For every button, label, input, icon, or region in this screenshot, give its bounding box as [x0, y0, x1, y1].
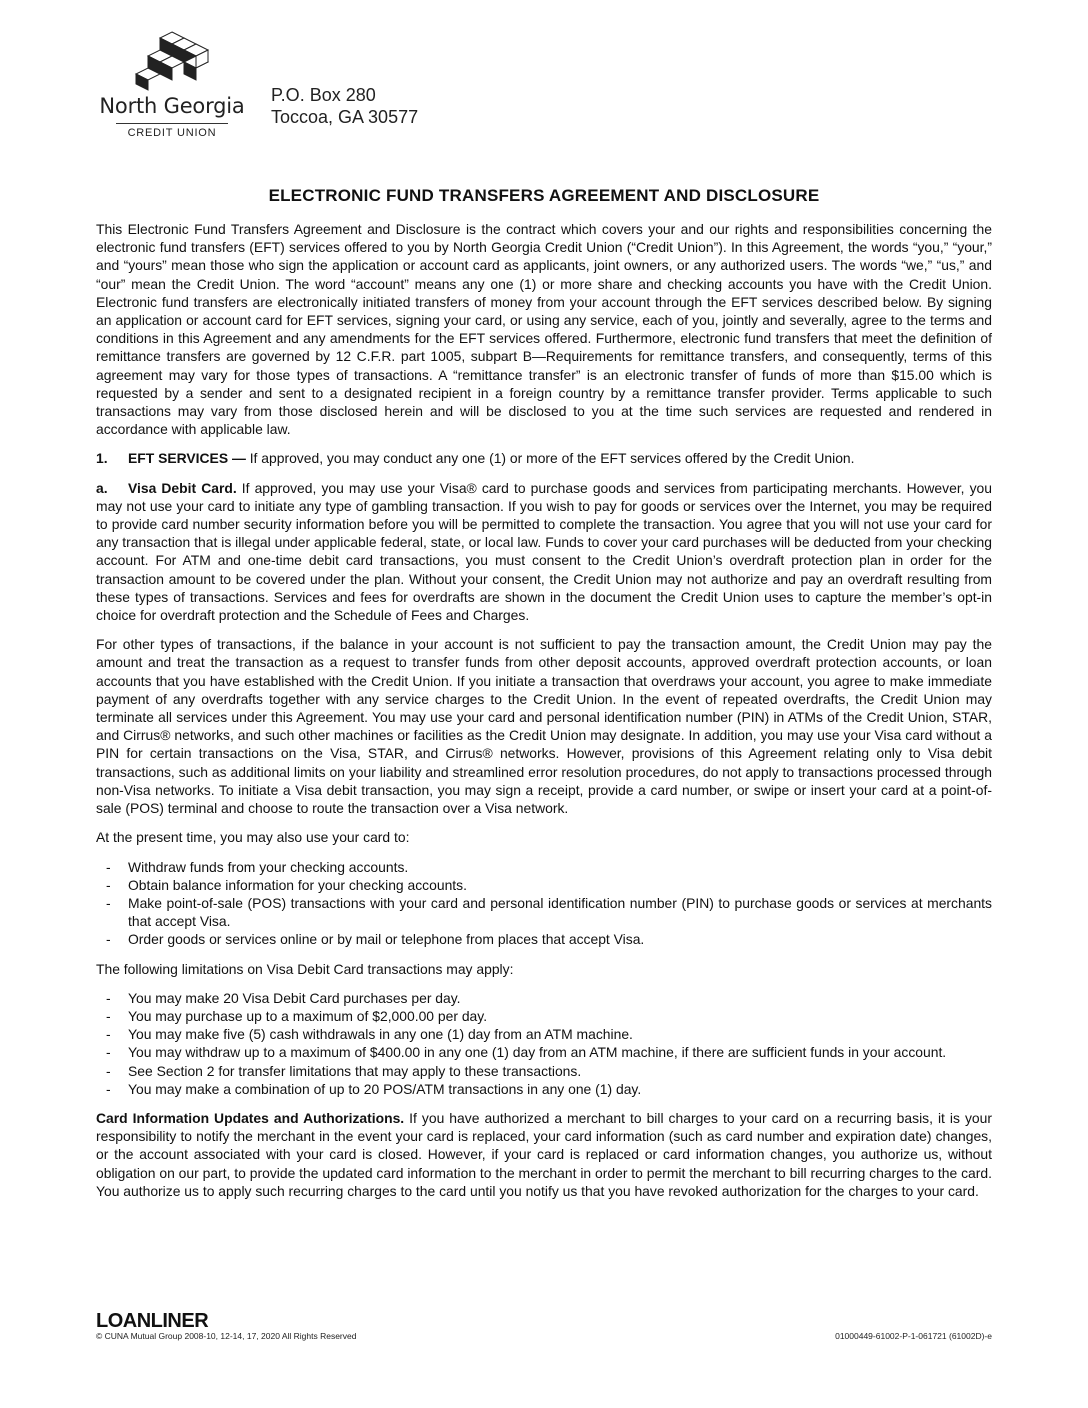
address-line-2: Toccoa, GA 30577	[271, 107, 419, 127]
list-item: - Order goods or services online or by mail or telephone from places that accept Visa.	[96, 930, 992, 948]
list-item: - Make point-of-sale (POS) transactions with your card and personal identification number (PIN) to purchase goods or services at merchants that accept Visa.	[96, 894, 992, 930]
card-updates-paragraph	[96, 1109, 992, 1200]
section-1-text: If approved, you may conduct any one (1) or more of the EFT services offered by the Credit Union.	[245, 450, 855, 467]
list-item: - Obtain balance information for your checking accounts.	[96, 876, 992, 894]
intro-paragraph: This Electronic Fund Transfers Agreement and Disclosure is the contract which covers your and our rights and responsibilities concerning the electronic fund transfers (EFT) services offered to you by North Georgia Credit Union (“Credit Union”). In this Agreement, the words “you,” “your,” and “yours” mean those who sign the application or account card as applicants, joint owners, or any authorized users. The words “we,” “us,” and “our” mean the Credit Union. The word “account” means any one (1) or more share and checking accounts you have with the Credit Union. Electronic fund transfers are electronically initiated transfers of money from your account through the EFT services described below. By signing an application or account card for EFT services, signing your card, or using any service, each of you, jointly and severally, agree to the terms and conditions in this Agreement and any amendments for the EFT services offered. Furthermore, electronic fund transfers that meet the definition of remittance transfers are governed by 12 C.F.R. part 1005, subpart B—Requirements for remittance transfers, and consequently, terms of this agreement may vary for those types of transactions. A “remittance transfer” is an electronic transfer of funds of more than $15.00 which is requested by a sender and sent to a designated recipient in a foreign country by a remittance transfer provider. Terms applicable to such transactions may vary from those disclosed herein and will be disclosed to you at the time such services are requested and rendered in accordance with applicable law.	[96, 221, 992, 438]
section-1-heading: EFT SERVICES —	[128, 450, 246, 467]
list-item: - You may make 20 Visa Debit Card purchases per day.	[96, 989, 992, 1007]
list-item: - See Section 2 for transfer limitations that may apply to these transactions.	[96, 1062, 992, 1080]
form-code: 01000449-61002-P-1-061721 (61002D)-e	[835, 1331, 992, 1341]
list-item: - You may make five (5) cash withdrawals in any one (1) day from an ATM machine.	[96, 1025, 992, 1043]
address-line-1: P.O. Box 280	[271, 85, 376, 105]
section-1a-number: a.	[96, 479, 108, 496]
overdraft-paragraph: For other types of transactions, if the balance in your account is not sufficient to pay the transaction amount, the Credit Union may pay the amount and treat the transaction as a request to transfer funds from other deposit accounts, approved overdraft protection accounts, or loan accounts that you have established with the Credit Union. If you initiate a transaction that overdraws your account, you agree to make immediate payment of any overdrafts together with any service charges to the Credit Union. In the event of repeated overdrafts, the Credit Union may terminate all services under this Agreement. You may use your card and personal identification number (PIN) in ATMs of the Credit Union, STAR, and Cirrus® networks, and such other machines or facilities as the Credit Union may designate. In addition, you may use your Visa card without a PIN for certain transactions on the Visa, STAR, and Cirrus® networks. However, provisions of this Agreement relating only to Visa debit transactions, such as additional limits on your liability and streamlined error resolution procedures, do not apply to transactions processed through non-Visa networks. To initiate a Visa debit transaction, you may sign a receipt, provide a card number, or swipe or insert your card at a point-of-sale (POS) terminal and choose to route the transaction over a Visa network.	[96, 636, 992, 817]
list-item: - You may purchase up to a maximum of $2,000.00 per day.	[96, 1007, 992, 1025]
limits-list	[96, 989, 992, 1098]
copyright-notice: © CUNA Mutual Group 2008-10, 12-14, 17, 2020 All Rights Reserved	[96, 1331, 357, 1341]
list-item: - You may make a combination of up to 20 POS/ATM transactions in any one (1) day.	[96, 1080, 992, 1098]
limits-intro: The following limitations on Visa Debit Card transactions may apply:	[96, 960, 514, 977]
org-name: North Georgia	[99, 94, 245, 118]
card-updates-heading: Card Information Updates and Authorizations.	[96, 1109, 405, 1126]
logo-divider	[116, 123, 228, 124]
list-item: - Withdraw funds from your checking accounts.	[96, 858, 992, 876]
section-1-number: 1.	[96, 450, 108, 467]
list-item: - You may withdraw up to a maximum of $400.00 in any one (1) day from an ATM machine, if there are sufficient funds in your account.	[96, 1043, 992, 1061]
section-1a	[96, 479, 992, 625]
org-subtitle: CREDIT UNION	[127, 127, 217, 139]
document-body	[96, 220, 992, 1211]
loanliner-logo: LOANLINER	[96, 1310, 209, 1332]
present-uses-intro: At the present time, you may also use your card to:	[96, 829, 410, 846]
card-uses-list	[96, 858, 992, 949]
stacked-cubes-icon	[122, 30, 222, 92]
mailing-address	[271, 84, 418, 128]
card-updates-text: If you have authorized a merchant to bill charges to your card on a recurring basis, it is your responsibility to notify the merchant in the event your card is replaced, your card information (such as card number and expiration date) changes, or the account associated with your card is closed. However, if your card is replaced or card information changes, you authorize us, without obligation on our part, to provide the updated card information to the merchant in order to permit the merchant to bill recurring charges to the card. You authorize us to apply such recurring charges to the card until you notify us that you have revoked authorization for the charges to your card.	[96, 1109, 992, 1199]
document-title: ELECTRONIC FUND TRANSFERS AGREEMENT AND DISCLOSURE	[268, 186, 820, 205]
section-1a-heading: Visa Debit Card.	[128, 479, 237, 496]
section-1a-text: If approved, you may use your Visa® card to purchase goods and services from participating merchants. However, you may not use your card to initiate any type of gambling transaction. If you wish to pay for goods or services over the Internet, you may be required to provide card number security information before you will be permitted to complete the transaction. You agree that you will not use your card for any transaction that is illegal under applicable federal, state, or local law. Funds to cover your card purchases will be deducted from your checking account. For ATM and one-time debit card transactions, you must consent to the Credit Union’s overdraft protection plan in order for the transaction amount to be covered under the plan. Without your consent, the Credit Union may not authorize and pay an overdraft resulting from these types of transactions. Services and fees for overdrafts are shown in the document the Credit Union uses to capture the member’s opt-in choice for overdraft protection and the Schedule of Fees and Charges.	[96, 479, 993, 624]
credit-union-logo	[92, 30, 252, 148]
section-1	[96, 449, 992, 467]
